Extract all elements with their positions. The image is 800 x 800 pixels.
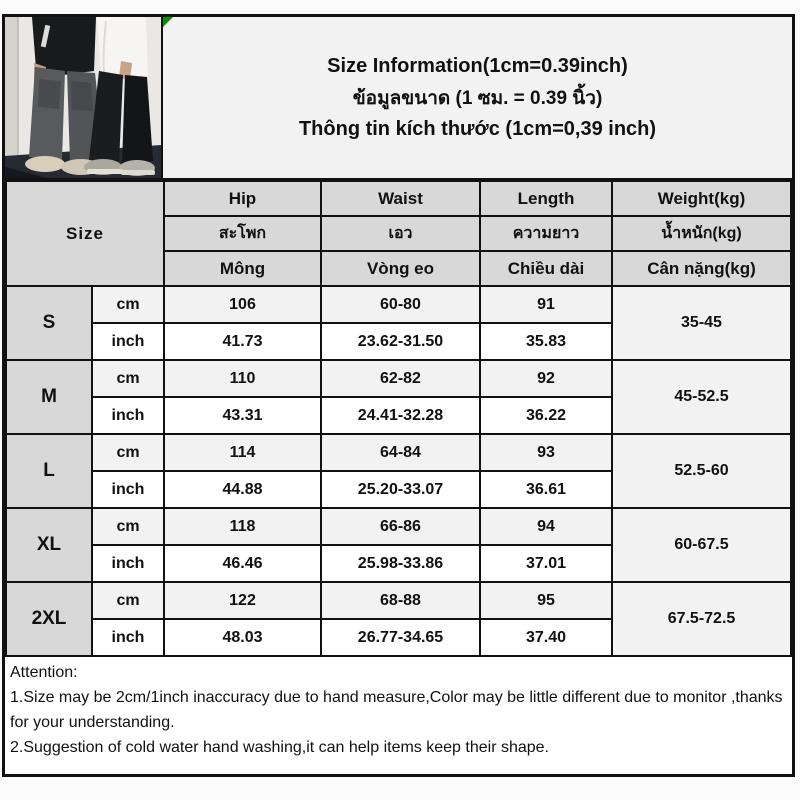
hip-inch: 46.46	[164, 545, 321, 582]
hip-inch: 44.88	[164, 471, 321, 508]
waist-inch: 26.77-34.65	[321, 619, 480, 656]
length-cm: 94	[480, 508, 612, 545]
table-row	[6, 434, 791, 471]
length-cm: 92	[480, 360, 612, 397]
col-length-en: Length	[480, 181, 612, 216]
length-inch: 37.40	[480, 619, 612, 656]
size-label-2xl: 2XL	[6, 582, 92, 656]
title-vietnamese: Thông tin kích thước (1cm=0,39 inch)	[298, 117, 657, 140]
size-label-m: M	[6, 360, 92, 434]
size-label-s: S	[6, 286, 92, 360]
attention-note-2: 2.Suggestion of cold water hand washing,it can help items keep their shape.	[10, 739, 549, 756]
hip-inch: 41.73	[164, 323, 321, 360]
length-inch: 36.61	[480, 471, 612, 508]
corner-marker-icon	[163, 17, 173, 27]
col-waist-en: Waist	[321, 181, 480, 216]
table-row	[6, 360, 791, 397]
weight-range: 35-45	[612, 286, 791, 360]
waist-inch: 25.98-33.86	[321, 545, 480, 582]
waist-cm: 68-88	[321, 582, 480, 619]
header-block	[5, 17, 792, 180]
col-weight-en: Weight(kg)	[612, 181, 791, 216]
product-photo	[5, 17, 163, 178]
length-cm: 95	[480, 582, 612, 619]
waist-cm: 60-80	[321, 286, 480, 323]
waist-inch: 24.41-32.28	[321, 397, 480, 434]
col-length-th: ความยาว	[480, 216, 612, 251]
size-label-xl: XL	[6, 508, 92, 582]
unit-label: inch	[92, 471, 164, 508]
attention-heading: Attention:	[10, 664, 78, 681]
col-hip-en: Hip	[164, 181, 321, 216]
title-english: Size Information(1cm=0.39inch)	[327, 54, 628, 77]
weight-range: 52.5-60	[612, 434, 791, 508]
hip-cm: 106	[164, 286, 321, 323]
unit-label: inch	[92, 545, 164, 582]
waist-cm: 62-82	[321, 360, 480, 397]
hip-cm: 114	[164, 434, 321, 471]
unit-label: inch	[92, 323, 164, 360]
attention-note-1: 1.Size may be 2cm/1inch inaccuracy due to hand measure,Color may be little different due to monitor ,thanks for your understanding.	[10, 689, 783, 731]
weight-range: 45-52.5	[612, 360, 791, 434]
col-length-vi: Chiều dài	[480, 251, 612, 286]
size-chart-sheet	[2, 14, 795, 777]
hip-inch: 48.03	[164, 619, 321, 656]
hip-cm: 118	[164, 508, 321, 545]
length-cm: 91	[480, 286, 612, 323]
waist-inch: 23.62-31.50	[321, 323, 480, 360]
hip-cm: 122	[164, 582, 321, 619]
length-inch: 35.83	[480, 323, 612, 360]
col-weight-th: น้ำหนัก(kg)	[612, 216, 791, 251]
unit-label: cm	[92, 360, 164, 397]
unit-label: cm	[92, 434, 164, 471]
length-cm: 93	[480, 434, 612, 471]
unit-label: cm	[92, 582, 164, 619]
size-table	[5, 180, 792, 657]
table-row	[6, 508, 791, 545]
hip-cm: 110	[164, 360, 321, 397]
weight-range: 60-67.5	[612, 508, 791, 582]
col-hip-vi: Mông	[164, 251, 321, 286]
attention-notes	[5, 657, 792, 774]
hip-inch: 43.31	[164, 397, 321, 434]
length-inch: 36.22	[480, 397, 612, 434]
unit-label: inch	[92, 619, 164, 656]
col-weight-vi: Cân nặng(kg)	[612, 251, 791, 286]
unit-label: cm	[92, 508, 164, 545]
title-thai: ข้อมูลขนาด (1 ซม. = 0.39 นิ้ว)	[352, 87, 603, 109]
unit-label: cm	[92, 286, 164, 323]
size-label-l: L	[6, 434, 92, 508]
col-waist-vi: Vòng eo	[321, 251, 480, 286]
table-row	[6, 286, 791, 323]
waist-cm: 64-84	[321, 434, 480, 471]
waist-cm: 66-86	[321, 508, 480, 545]
length-inch: 37.01	[480, 545, 612, 582]
header-row-english	[6, 181, 791, 216]
waist-inch: 25.20-33.07	[321, 471, 480, 508]
col-waist-th: เอว	[321, 216, 480, 251]
title-block	[163, 17, 792, 178]
table-row	[6, 582, 791, 619]
product-photo-illustration	[5, 17, 161, 178]
weight-range: 67.5-72.5	[612, 582, 791, 656]
unit-label: inch	[92, 397, 164, 434]
col-hip-th: สะโพก	[164, 216, 321, 251]
size-header-cell: Size	[6, 181, 164, 286]
